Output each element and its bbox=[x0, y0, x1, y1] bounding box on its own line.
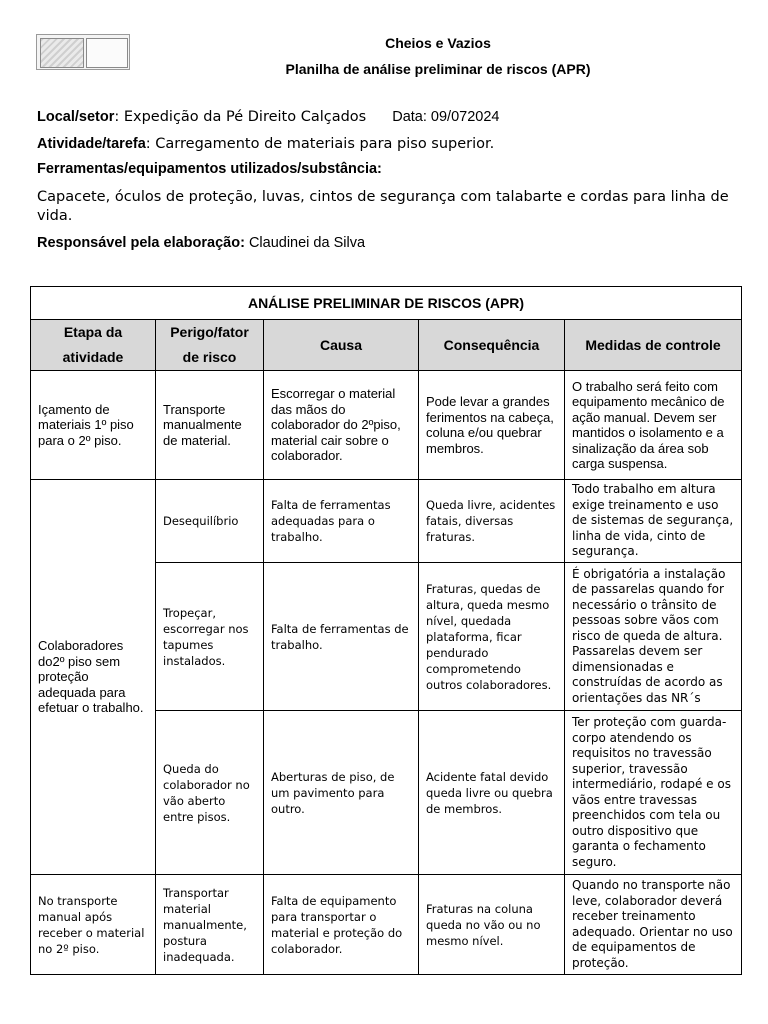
header-consequencia: Consequência bbox=[419, 320, 565, 371]
document-title: Cheios e Vazios bbox=[385, 35, 491, 51]
table-header-row bbox=[31, 320, 742, 371]
atividade-label: Atividade/tarefa bbox=[37, 136, 146, 152]
cell-perigo: Transporte manualmente de material. bbox=[156, 371, 264, 480]
info-responsavel-line bbox=[37, 235, 365, 251]
table-title: ANÁLISE PRELIMINAR DE RISCOS (APR) bbox=[31, 287, 742, 320]
info-ferramentas-line bbox=[37, 161, 382, 177]
local-label: Local/setor bbox=[37, 109, 115, 125]
cell-perigo: Desequilíbrio bbox=[156, 480, 264, 563]
header-medidas: Medidas de controle bbox=[565, 320, 742, 371]
ferramentas-label: Ferramentas/equipamentos utilizados/substância: bbox=[37, 161, 382, 177]
cell-perigo: Tropeçar, escorregar nos tapumes instalados. bbox=[156, 563, 264, 711]
date-field: Data: 09/072024 bbox=[392, 109, 500, 125]
cell-causa: Falta de equipamento para transportar o material e proteção do colaborador. bbox=[264, 875, 419, 975]
header-causa: Causa bbox=[264, 320, 419, 371]
cell-medidas: O trabalho será feito com equipamento mecânico de ação manual. Devem ser mantidos o isolamento e a sinalização da área sob carga suspensa. bbox=[565, 371, 742, 480]
table-row bbox=[31, 875, 742, 975]
cell-causa: Aberturas de piso, de um pavimento para outro. bbox=[264, 711, 419, 875]
cell-consequencia: Acidente fatal devido queda livre ou quebra de membros. bbox=[419, 711, 565, 875]
header-perigo: Perigo/fator de risco bbox=[156, 320, 264, 371]
cell-etapa: Içamento de materiais 1º piso para o 2º piso. bbox=[31, 371, 156, 480]
cell-consequencia: Pode levar a grandes ferimentos na cabeça, coluna e/ou quebrar membros. bbox=[419, 371, 565, 480]
cell-etapa: Colaboradores do2º piso sem proteção adequada para efetuar o trabalho. bbox=[31, 480, 156, 875]
cell-consequencia: Fraturas, quedas de altura, queda mesmo nível, quedada plataforma, ficar pendurado comprometendo outros colaboradores. bbox=[419, 563, 565, 711]
apr-table bbox=[30, 286, 742, 975]
table-row bbox=[31, 480, 742, 563]
atividade-value: : Carregamento de materiais para piso superior. bbox=[145, 136, 495, 152]
cell-medidas: Ter proteção com guarda-corpo atendendo os requisitos no travessão superior, travessão intermediário, rodapé e os vãos entre travessas preenchidos com tela ou outro dispositivo que garanta o fechamento seguro. bbox=[565, 711, 742, 875]
cell-causa: Falta de ferramentas adequadas para o trabalho. bbox=[264, 480, 419, 563]
cell-medidas: Todo trabalho em altura exige treinamento e uso de sistemas de segurança, linha de vida, cinto de segurança. bbox=[565, 480, 742, 563]
info-atividade-line bbox=[37, 136, 494, 152]
cell-causa: Falta de ferramentas de trabalho. bbox=[264, 563, 419, 711]
cell-consequencia: Fraturas na coluna queda no vão ou no mesmo nível. bbox=[419, 875, 565, 975]
local-value: : Expedição da Pé Direito Calçados bbox=[114, 109, 367, 125]
responsavel-value: Claudinei da Silva bbox=[244, 235, 366, 251]
document-subtitle: Planilha de análise preliminar de riscos (APR) bbox=[285, 61, 591, 77]
ferramentas-value: Capacete, óculos de proteção, luvas, cintos de segurança com talabarte e cordas para linha de vida. bbox=[37, 189, 729, 224]
responsavel-label: Responsável pela elaboração: bbox=[37, 235, 245, 251]
cell-etapa: No transporte manual após receber o material no 2º piso. bbox=[31, 875, 156, 975]
cell-medidas: Quando no transporte não leve, colaborador deverá receber treinamento adequado. Orientar no uso de equipamentos de proteção. bbox=[565, 875, 742, 975]
info-local-line bbox=[37, 109, 499, 125]
cell-consequencia: Queda livre, acidentes fatais, diversas fraturas. bbox=[419, 480, 565, 563]
header-etapa: Etapa da atividade bbox=[31, 320, 156, 371]
cell-perigo: Queda do colaborador no vão aberto entre pisos. bbox=[156, 711, 264, 875]
cell-perigo: Transportar material manualmente, postura inadequada. bbox=[156, 875, 264, 975]
cell-causa: Escorregar o material das mãos do colaborador do 2ºpiso, material cair sobre o colaborador. bbox=[264, 371, 419, 480]
table-row bbox=[31, 371, 742, 480]
cell-medidas: É obrigatória a instalação de passarelas quando for necessário o trânsito de pessoas sobre vãos com risco de queda de altura. Passarelas devem ser dimensionadas e construídas de acordo as orientações das NR´s bbox=[565, 563, 742, 711]
